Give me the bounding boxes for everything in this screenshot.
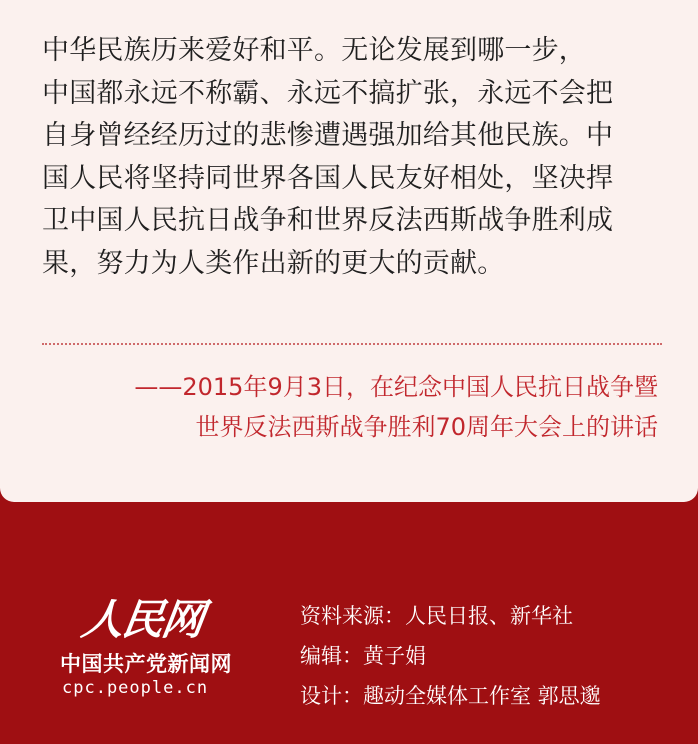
editor-value: 黄子娟 [363,644,426,668]
citation-line-2: 世界反法西斯战争胜利70周年大会上的讲话 [195,413,658,441]
quote-text: 中华民族历来爱好和平。无论发展到哪一步， 中国都永远不称霸、永远不搞扩张，永远不会把 自身曾经经历过的悲惨遭遇强加给其他民族。中 国人民将坚持同世界各国人民友好相处，坚决捍 卫中国人民抗日战争和世界反法西斯战争胜利成 果，努力为人类作出新的更大的贡献。 [42,35,614,279]
logo-url: cpc.people.cn [62,678,209,698]
source-value: 人民日报、新华社 [405,604,573,628]
source-label: 资料来源： [300,604,405,628]
source-credit [300,596,601,636]
citation [134,367,658,447]
dotted-divider [42,343,662,345]
design-credit [300,676,601,716]
design-label: 设计： [300,684,363,708]
citation-line-1: ——2015年9月3日，在纪念中国人民抗日战争暨 [134,373,658,401]
design-value: 趣动全媒体工作室 郭思邈 [363,684,601,708]
credits [300,596,601,716]
logo-mark: 人民网 [78,595,206,644]
editor-credit [300,636,601,676]
editor-label: 编辑： [300,644,363,668]
people-cn-logo [58,596,263,704]
logo-name: 中国共产党新闻网 [60,652,232,676]
